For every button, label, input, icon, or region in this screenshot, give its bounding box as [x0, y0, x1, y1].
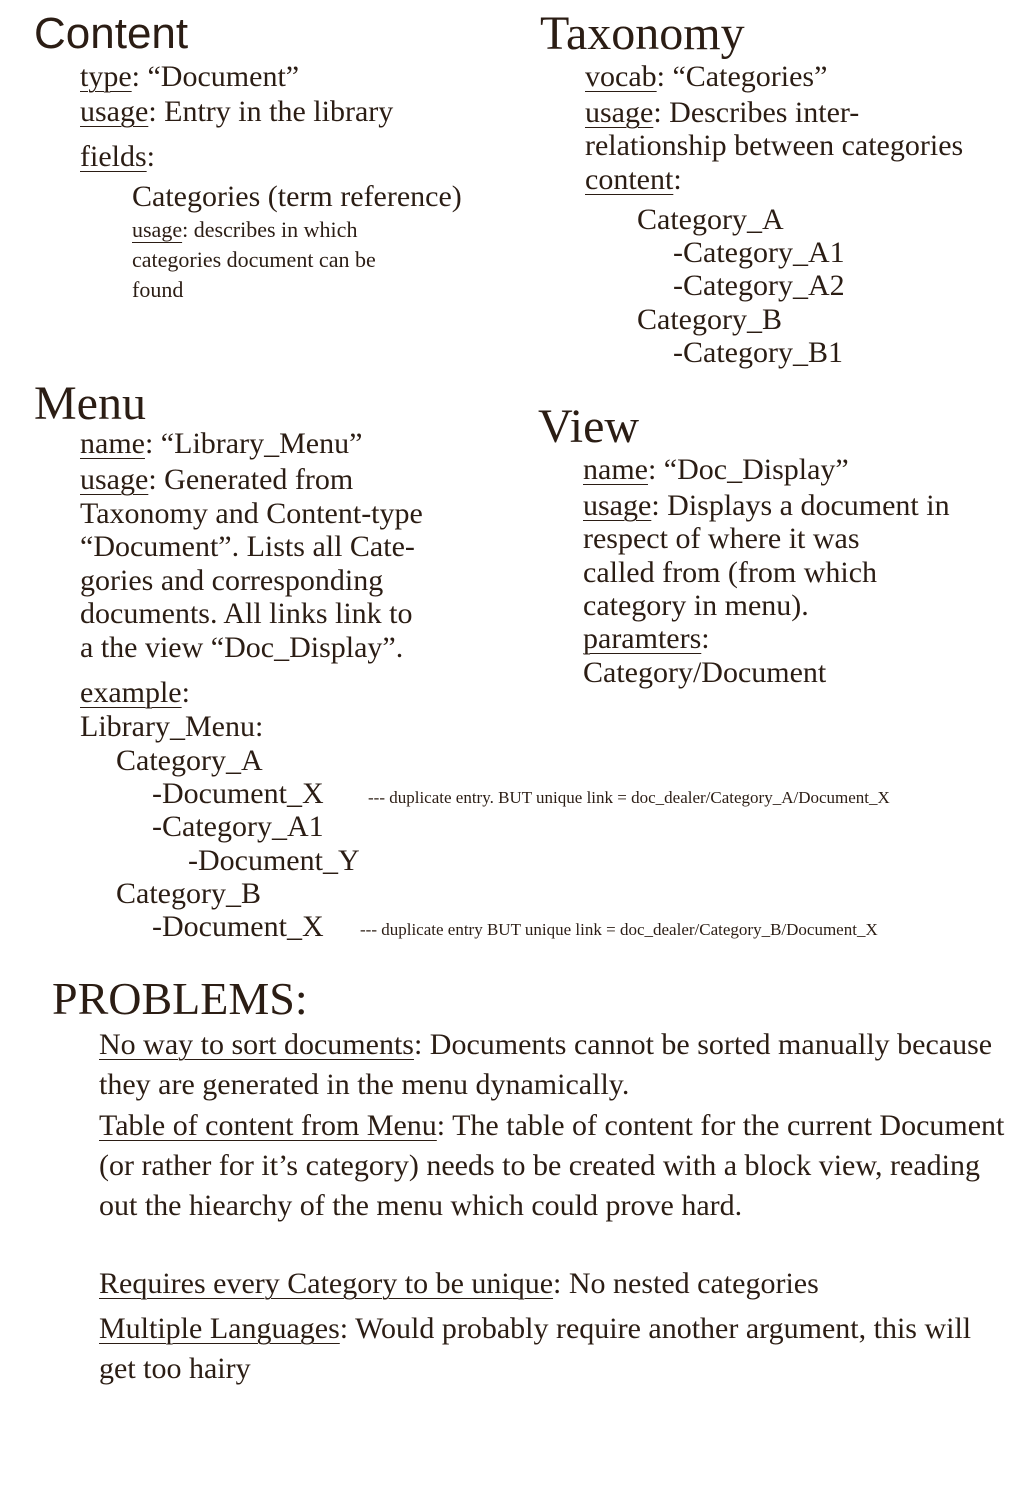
usage-key: usage	[80, 95, 149, 128]
menu-name-line	[80, 427, 362, 461]
view-usage-text: category in menu).	[583, 589, 809, 622]
problem-item	[99, 1309, 979, 1389]
taxonomy-usage-line-2: relationship between categories	[585, 129, 964, 162]
type-key: type	[80, 60, 132, 93]
content-key: content	[585, 163, 674, 196]
vocab-value: : “Categories”	[656, 60, 828, 93]
duplicate-note: --- duplicate entry BUT unique link = doc_dealer/Category_B/Document_X	[360, 920, 878, 939]
example-tree-item: -Document_X	[152, 910, 324, 943]
usage-key: usage	[585, 96, 654, 129]
name-key: name	[583, 453, 648, 486]
name-key: name	[80, 427, 145, 460]
menu-heading: Menu	[34, 377, 146, 430]
fields-key: fields	[80, 140, 147, 173]
example-tree-item: -Document_X	[152, 777, 324, 810]
problem-item	[99, 1264, 1014, 1304]
taxonomy-usage-line	[585, 96, 859, 130]
view-usage-text: called from (from which	[583, 556, 878, 589]
field-usage-key: usage	[132, 217, 183, 242]
content-usage-line	[80, 95, 393, 129]
problem-item	[99, 1106, 1014, 1226]
problem-text: : The table of content for the current Document (or rather for it’s category) needs to be created with a block view, reading out the hiearchy of the menu which could prove hard.	[99, 1109, 1005, 1222]
view-usage-line	[583, 489, 950, 523]
problem-text: : No nested categories	[553, 1267, 819, 1300]
name-value: : “Doc_Display”	[647, 453, 849, 486]
problem-text: : Would probably require another argument, this will get too hairy	[99, 1312, 972, 1385]
params-value: :	[701, 622, 710, 655]
usage-value: : Entry in the library	[148, 95, 394, 128]
tree-item: -Category_A2	[673, 269, 845, 302]
tree-item: -Category_B1	[673, 336, 843, 369]
name-value: : “Library_Menu”	[144, 427, 363, 460]
example-tree-item: Category_B	[116, 877, 261, 910]
field-usage-text: : describes in which	[182, 217, 358, 242]
type-value: : “Document”	[131, 60, 300, 93]
example-value: :	[181, 676, 190, 709]
menu-usage-text: “Document”. Lists all Cate-	[80, 530, 415, 563]
view-name-line	[583, 453, 849, 487]
content-fields-line	[80, 140, 155, 174]
params-key: paramters	[583, 622, 702, 655]
view-params-line	[583, 622, 710, 656]
example-tree-item: Library_Menu:	[80, 710, 264, 743]
problems-heading: PROBLEMS:	[52, 973, 308, 1024]
taxonomy-heading: Taxonomy	[540, 7, 745, 60]
example-tree-item: -Document_Y	[188, 844, 360, 877]
field-usage-line	[132, 215, 357, 245]
usage-value: : Generated from	[148, 463, 354, 496]
usage-key: usage	[583, 489, 652, 522]
fields-value: :	[146, 140, 155, 173]
view-usage-text: respect of where it was	[583, 522, 860, 555]
problem-key: No way to sort documents	[99, 1028, 414, 1061]
menu-usage-text: documents. All links link to	[80, 597, 413, 630]
content-type-line	[80, 60, 299, 94]
tree-item: -Category_A1	[673, 236, 845, 269]
example-tree-item: -Category_A1	[152, 810, 324, 843]
content-heading: Content	[34, 9, 189, 58]
field-usage-line-2: categories document can be	[132, 247, 376, 272]
problem-key: Table of content from Menu	[99, 1109, 437, 1142]
menu-usage-line	[80, 463, 353, 497]
usage-key: usage	[80, 463, 149, 496]
menu-usage-text: gories and corresponding	[80, 564, 384, 597]
view-params-text: Category/Document	[583, 656, 827, 689]
example-tree-item: Category_A	[116, 744, 263, 777]
content-value: :	[673, 163, 682, 196]
menu-usage-text: a the view “Doc_Display”.	[80, 631, 404, 664]
field-usage-line-3: found	[132, 277, 184, 302]
problem-key: Requires every Category to be unique	[99, 1267, 554, 1300]
tree-item: Category_A	[637, 203, 784, 236]
example-key: example	[80, 676, 182, 709]
menu-example-line	[80, 676, 190, 710]
menu-usage-text: Taxonomy and Content-type	[80, 497, 423, 530]
problem-item	[99, 1025, 1014, 1105]
tree-item: Category_B	[637, 303, 782, 336]
problem-key: Multiple Languages	[99, 1312, 340, 1345]
taxonomy-vocab-line	[585, 60, 827, 94]
usage-value: : Describes inter-	[653, 96, 860, 129]
taxonomy-content-line	[585, 163, 682, 197]
problem-text: : Documents cannot be sorted manually because they are generated in the menu dynamically.	[99, 1028, 993, 1101]
field-name: Categories (term reference)	[132, 180, 462, 213]
vocab-key: vocab	[585, 60, 657, 93]
usage-value: : Displays a document in	[651, 489, 950, 522]
duplicate-note: --- duplicate entry. BUT unique link = doc_dealer/Category_A/Document_X	[368, 788, 890, 807]
view-heading: View	[538, 400, 640, 453]
